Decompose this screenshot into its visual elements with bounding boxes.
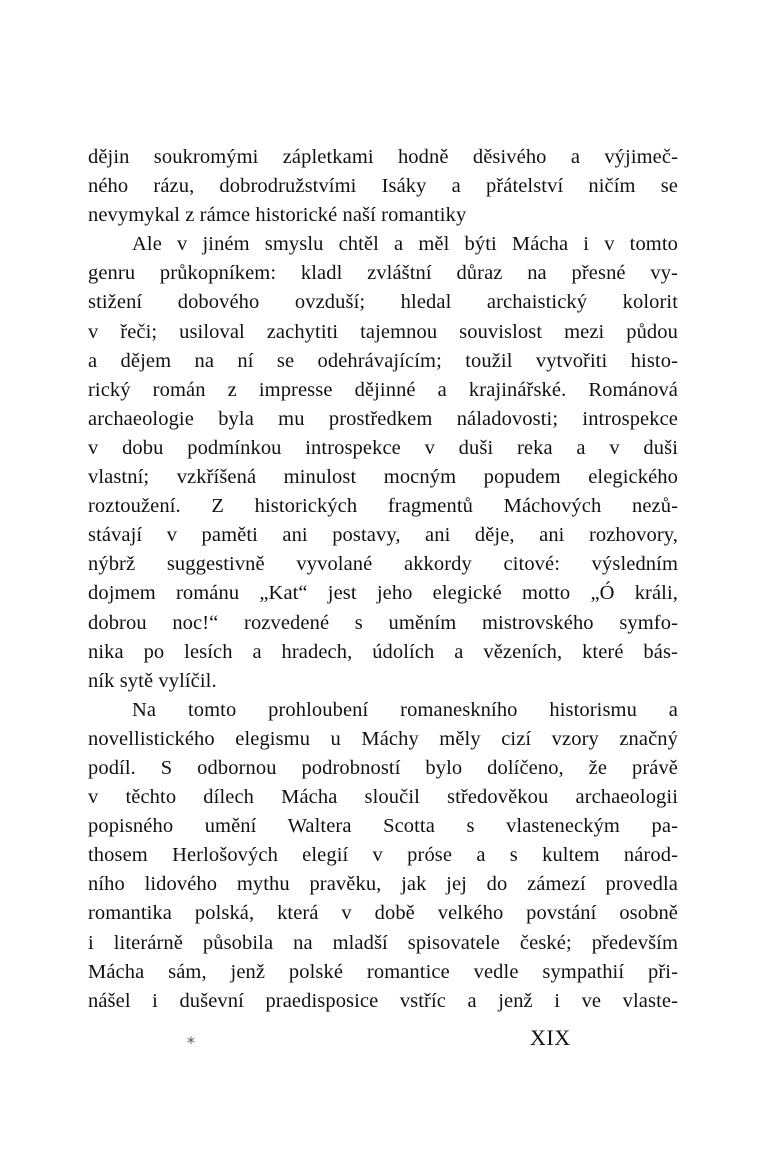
signature-mark: *	[187, 1033, 195, 1052]
paragraph-start-line: Na tomto prohloubení romaneskního historismu a	[132, 698, 678, 721]
text-line: stávají v paměti ani postavy, ani děje, ani rozhovory,	[88, 524, 678, 547]
text-line: nášel i duševní praedisposice vstříc a jenž i ve vlaste-	[88, 989, 678, 1012]
text-line: archaeologie byla mu prostředkem náladovosti; introspekce	[88, 407, 678, 430]
text-line: nika po lesích a hradech, údolích a vězeních, které bás-	[88, 640, 678, 663]
text-line: stižení dobového ovzduší; hledal archaistický kolorit	[88, 291, 678, 314]
text-line: i literárně působila na mladší spisovatele české; především	[88, 931, 678, 954]
text-line: dobrou noc!“ rozvedené s uměním mistrovského symfo-	[88, 611, 678, 634]
body-text	[88, 143, 678, 1016]
text-line: v dobu podmínkou introspekce v duši reka a v duši	[88, 436, 678, 459]
text-line: vlastní; vzkříšená minulost mocným popudem elegického	[88, 466, 678, 489]
text-line: rický román z impresse dějinné a krajinářské. Románová	[88, 378, 678, 401]
text-line: popisného umění Waltera Scotta s vlasteneckým pa-	[88, 815, 678, 838]
text-line: romantika polská, která v době velkého povstání osobně	[88, 902, 678, 925]
text-line: nevymykal z rámce historické naší romantiky	[88, 204, 467, 227]
text-line: ného rázu, dobrodružstvími Isáky a přátelství ničím se	[88, 175, 678, 198]
text-line: dojmem románu „Kat“ jest jeho elegické motto „Ó králi,	[88, 582, 678, 605]
text-line: novellistického elegismu u Máchy měly cizí vzory značný	[88, 727, 678, 750]
text-line: nýbrž suggestivně vyvolané akkordy citové: výsledním	[88, 553, 678, 576]
text-line: podíl. S odbornou podrobností bylo dolíčeno, že právě	[88, 756, 678, 779]
text-line: v řeči; usiloval zachytiti tajemnou souvislost mezi půdou	[88, 320, 678, 343]
page-number: XIX	[530, 1025, 571, 1050]
text-line: thosem Herlošových elegií v próse a s kultem národ-	[88, 844, 678, 867]
text-line: dějin soukromými zápletkami hodně děsivého a výjimeč-	[88, 146, 678, 168]
text-line: v těchto dílech Mácha sloučil středověkou archaeologii	[88, 786, 678, 809]
text-line: genru průkopníkem: kladl zvláštní důraz na přesné vy-	[88, 262, 678, 285]
text-line: Mácha sám, jenž polské romantice vedle sympathií při-	[88, 960, 678, 983]
paragraph-start-line: Ale v jiném smyslu chtěl a měl býti Mácha i v tomto	[132, 233, 678, 256]
text-line: ník sytě vylíčil.	[88, 669, 217, 692]
text-line: a dějem na ní se odehrávajícím; toužil vytvořiti histo-	[88, 349, 678, 372]
text-line: roztoužení. Z historických fragmentů Máchových nezů-	[88, 495, 678, 518]
text-line: ního lidového mythu pravěku, jak jej do zámezí provedla	[88, 873, 678, 896]
